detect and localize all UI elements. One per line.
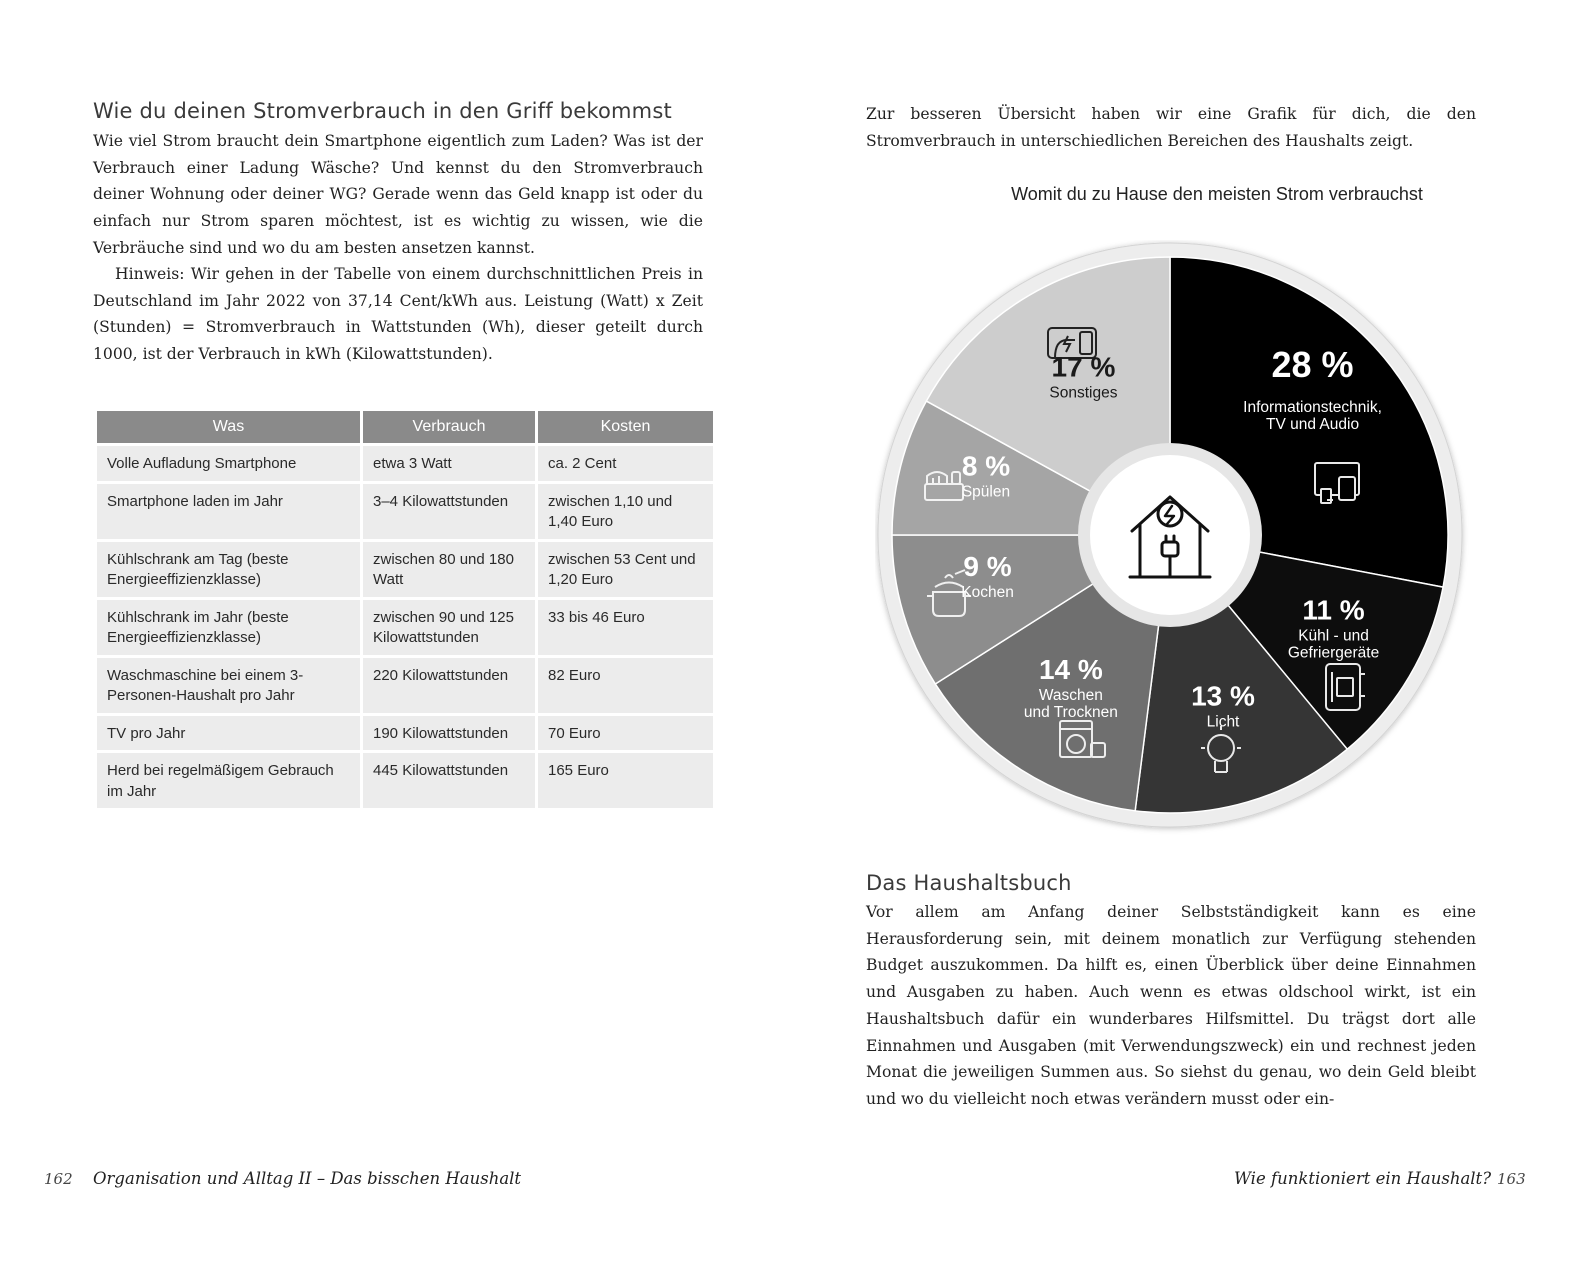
haushaltsbuch-paragraph: Vor allem am Anfang deiner Selbstständigkeit kann es eine Herausforderung sein, mit deinem monatlich zur Verfügung stehenden Budget auszukommen. Da hilft es, einen Überblick über deine Einnahmen und Ausgaben zu haben. Auch wenn es etwas oldschool wirkt, ist ein Haushaltsbuch dafür ein wunderbares Hilfsmittel. Du trägst dort alle Einnahmen und Ausgaben (mit Verwendungszweck) ein und rechnest jeden Monat die jeweiligen Summen aus. So siehst du genau, wo dein Geld bleibt und wo du vielleicht noch etwas verändern musst oder ein-: [866, 903, 1476, 1108]
slice-category-label: Gefriergeräte: [1287, 644, 1380, 662]
running-head-right: Wie funktioniert ein Haushalt?: [1234, 1169, 1492, 1188]
cell-item: Herd bei regelmäßigem Gebrauch im Jahr: [97, 753, 360, 808]
cell-cost: 70 Euro: [538, 716, 713, 751]
cell-item: Kühlschrank am Tag (beste Energieeffizienzklasse): [97, 542, 360, 597]
slice-category-label: Waschen: [1038, 687, 1103, 705]
slice-percent-label: 17 %: [1051, 351, 1116, 383]
slice-category-label: Licht: [1206, 713, 1240, 731]
table-row: [97, 484, 713, 539]
center-disc: [1090, 455, 1250, 615]
slice-percent-label: 14 %: [1038, 654, 1103, 686]
chart-intro-paragraph: Zur besseren Übersicht haben wir eine Grafik für dich, die den Stromverbrauch in unterschiedlichen Bereichen des Haushalts zeigt.: [866, 105, 1476, 150]
cell-cost: zwischen 1,10 und 1,40 Euro: [538, 484, 713, 539]
cell-consumption: 190 Kilowattstunden: [363, 716, 535, 751]
slice-category-label: Informationstechnik,: [1243, 399, 1382, 417]
cell-item: Kühlschrank im Jahr (beste Energieeffizienzklasse): [97, 600, 360, 655]
table-row: [97, 753, 713, 808]
cell-item: Smartphone laden im Jahr: [97, 484, 360, 539]
table-row: [97, 446, 713, 481]
cell-consumption: etwa 3 Watt: [363, 446, 535, 481]
cell-cost: zwischen 53 Cent und 1,20 Euro: [538, 542, 713, 597]
cell-item: Volle Aufladung Smartphone: [97, 446, 360, 481]
chart-title: Womit du zu Hause den meisten Strom verbrauchst: [1011, 184, 1423, 204]
running-head-left: Organisation und Alltag II – Das bisschen Haushalt: [93, 1169, 522, 1188]
cell-consumption: 220 Kilowattstunden: [363, 658, 535, 713]
cell-cost: 33 bis 46 Euro: [538, 600, 713, 655]
cell-cost: 82 Euro: [538, 658, 713, 713]
slice-category-label: und Trocknen: [1023, 704, 1118, 722]
slice-percent-label: 8 %: [961, 450, 1011, 482]
slice-category-label: Sonstiges: [1049, 384, 1118, 402]
page-number-left: 162: [44, 1170, 73, 1188]
slice-category-label: TV und Audio: [1266, 416, 1360, 434]
table-row: [97, 542, 713, 597]
page-number-right: 163: [1497, 1170, 1526, 1188]
slice-percent-label: 9 %: [963, 551, 1012, 583]
cell-item: TV pro Jahr: [97, 716, 360, 751]
slice-category-label: Spülen: [961, 483, 1011, 501]
cell-consumption: 445 Kilowattstunden: [363, 753, 535, 808]
column-header-what: Was: [97, 411, 360, 443]
cell-consumption: 3–4 Kilowattstunden: [363, 484, 535, 539]
slice-percent-label: 11 %: [1302, 594, 1365, 626]
haushaltsbuch-heading: Das Haushaltsbuch: [866, 871, 1072, 895]
slice-percent-label: 28 %: [1271, 344, 1354, 386]
cell-cost: 165 Euro: [538, 753, 713, 808]
column-header-consumption: Verbrauch: [363, 411, 535, 443]
cell-item: Waschmaschine bei einem 3-Personen-Haushalt pro Jahr: [97, 658, 360, 713]
section-heading: Wie du deinen Stromverbrauch in den Griff bekommst: [93, 99, 672, 123]
cell-consumption: zwischen 90 und 125 Kilowattstunden: [363, 600, 535, 655]
table-header-row: [97, 411, 713, 443]
pie-chart: [875, 240, 1475, 840]
intro-paragraph: Wie viel Strom braucht dein Smartphone eigentlich zum Laden? Was ist der Verbrauch einer Ladung Wäsche? Und kennst du den Stromverbrauch deiner Wohnung oder deiner WG? Gerade wenn das Geld knapp ist oder du einfach nur Strom sparen möchtest, ist es wichtig zu wissen, wie die Verbräuche sind und wo du am besten ansetzen kannst.: [93, 132, 703, 257]
slice-category-label: Kühl - und: [1298, 627, 1369, 645]
slice-percent-label: 13 %: [1191, 680, 1255, 712]
cell-cost: ca. 2 Cent: [538, 446, 713, 481]
column-header-costs: Kosten: [538, 411, 713, 443]
electricity-table: [94, 408, 716, 811]
note-paragraph: Hinweis: Wir gehen in der Tabelle von einem durchschnittlichen Preis in Deutschland im Jahr 2022 von 37,14 Cent/kWh aus. Leistung (Watt) x Zeit (Stunden) = Stromverbrauch in Wattstunden (Wh), dieser geteilt durch 1000, ist der Verbrauch in kWh (Kilowattstunden).: [93, 265, 703, 364]
table-row: [97, 600, 713, 655]
slice-category-label: Kochen: [961, 584, 1014, 602]
table-row: [97, 716, 713, 751]
right-page: [797, 0, 1594, 1270]
cell-consumption: zwischen 80 und 180 Watt: [363, 542, 535, 597]
table-row: [97, 658, 713, 713]
